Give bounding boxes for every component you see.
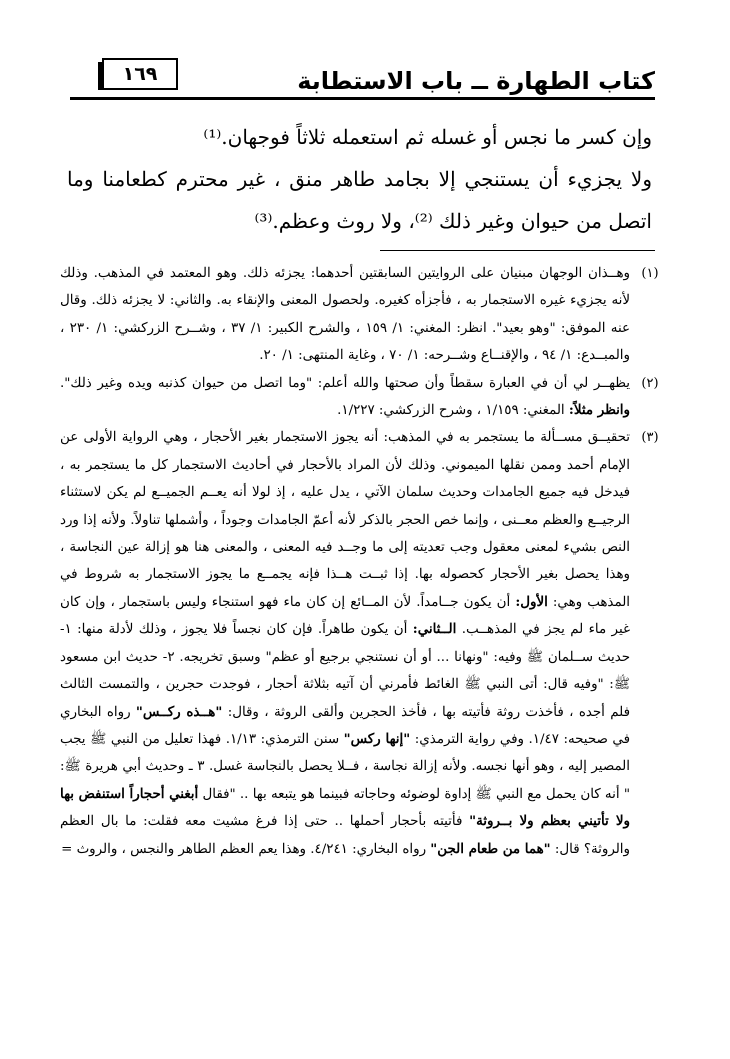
- footnote-text-run: رواه البخاري في صحيحه: ١/٤٧. وفي رواية الترمذي:: [60, 704, 630, 747]
- footnote-divider: [380, 250, 655, 251]
- footnote-text: [60, 260, 630, 370]
- main-paragraph: ولا يجزيء أن يستنجي إلا بجامد طاهر منق ، غير محترم كطعامنا وما اتصل من حيوان وغير ذلك ⁽²⁾، ولا روث وعظم.⁽³⁾: [67, 167, 652, 233]
- footnote: [60, 260, 670, 370]
- page-header: [70, 64, 655, 98]
- header-title: كتاب الطهارة ــ باب الاستطابة: [297, 67, 655, 95]
- footnote-text-run: سنن الترمذي: ١/١٣. فهذا تعليل من النبي ﷺ يجب المصير إليه ، وهو أنها نجسه. ولأنه إزالة نجاسة ، فــلا يحصل بالنجاسة غسل. ٣ ـ وحديث أبي هريرة ﷺ: " أنه كان يحمل مع النبي ﷺ إداوة لوضوئه وحاجاته فبينما هو يتبعه بها .. "فقال: [60, 731, 630, 802]
- footnote-text-run: وهــذان الوجهان مبنيان على الروايتين السابقتين أحدهما: يجزئه ذلك. وهو المعتمد في المذهب. وذلك لأنه يجزيء غيره الاستجمار به ، فأجزأه كغيره. ولحصول المعنى والإنقاء به. والثاني: لا يجزئه ذلك. وقال عنه الموفق: "وهو بعيد". انظر: المغني: ١/ ١٥٩ ، والشرح الكبير: ١/ ٣٧ ، وشــرح الزركشي: ١/ ٢٣٠ ، والمبــدع: ١/ ٩٤ ، والإقنــاع وشــرحه: ١/ ٧٠ ، وغاية المنتهى: ١/ ٢٠.: [60, 266, 630, 364]
- footnote-bold-run: "هما من طعام الجن": [430, 840, 551, 857]
- footnote-text-run: المغني: ١/١٥٩ ، وشرح الزركشي: ١/٢٢٧.: [337, 403, 569, 419]
- footnote-bold-run: الــثاني:: [412, 621, 457, 638]
- footnote-text-run: فأتيته بأحجار أحملها .. حتى إذا فرغ مشيت معه فقلت: ما بال العظم والروثة؟ قال:: [60, 814, 630, 857]
- footnote-text-run: أن يكون طاهراً. فإن كان نجساً فلا يجوز ، وذلك لأدلة منها: ١- حديث ســلمان ﷺ وفيه: "ونهانا ... أو أن نستنجي برجيع أو عظم" وسبق تخريجه. ٢- حديث ابن مسعود ﷺ: "وفيه قال: أتى النبي ﷺ الغائط فأمرني أن آتيه بثلاثة أحجار ، فوجدت حجرين ، والتمست الثالث فلم أجده ، فأخذت روثة فأتيته بها ، فأخذ الحجرين وألقى الروثة ، وقال:: [60, 622, 631, 720]
- footnote-text: [60, 370, 630, 425]
- page-number: ١٦٩: [102, 58, 178, 90]
- footnote-text: [60, 424, 630, 863]
- footnote-number: (١): [641, 266, 659, 281]
- footnote-bold-run: وانظر مثلاً:: [568, 402, 630, 419]
- footnote-bold-run: الأول:: [515, 593, 548, 610]
- footnote-text-run: يظهــر لي أن في العبارة سقطاً وأن صحتها والله أعلم: "وما اتصل من حيوان كذنبه ويده وغير ذلك".: [60, 375, 630, 391]
- footnote-number: (٣): [641, 430, 659, 446]
- footnote: [60, 424, 670, 863]
- header-rule: [70, 97, 655, 100]
- footnote-bold-run: أبغني أحجاراً استنفض بها ولا تأتيني بعظم ولا بــروثة": [60, 785, 630, 830]
- main-text: [67, 116, 652, 242]
- footnote: [60, 370, 670, 425]
- footnotes: [60, 260, 670, 863]
- footnote-bold-run: "إنها ركس": [343, 730, 411, 747]
- main-paragraph: وإن كسر ما نجس أو غسله ثم استعمله ثلاثاً فوجهان.⁽¹⁾: [203, 125, 652, 149]
- footnote-number: (٢): [641, 375, 659, 391]
- footnote-bold-run: "هــذه ركــس": [135, 703, 223, 720]
- footnote-text-run: تحقيــق مســألة ما يستجمر به في المذهب: أنه يجوز الاستجمار بغير الأحجار ، وهي الرواية الأولى عن الإمام أحمد وممن نقلها الميموني. وذلك لأن المراد بالأحجار في أحاديث الاستجمار كل ما يستجمر به ، فيدخل فيه جميع الجامدات وحديث سلمان الآتي ، يدل عليه ، إذ لولا أنه يعــم الجميــع لم يكن لاستثناء الرجيــع والعظم معــنى ، وإنما خص الحجر بالذكر لأنه أعمّ الجامدات وجوداً ، وأشملها تناولاً. ولأنه إذا ورد النص بشيء لمعنى معقول وجب تعديته إلى ما وجــد فيه المعنى ، والمعنى هنا هو إزالة عين النجاسة ، وهذا يحصل بغير الأحجار كحصوله بها. إذا ثبــت هــذا فإنه يجمــع ما يجوز الاستجمار به شروط في المذهب وهي:: [60, 430, 630, 610]
- footnote-text-run: أن يكون جــامداً. لأن المــائع إن كان ماء فهو استنجاء وليس باستجمار ، وإن كان غير ماء لم يجز في المذهــب.: [60, 594, 630, 638]
- footnote-text-run: رواه البخاري: ٤/٢٤١. وهذا يعم العظم الطاهر والنجس ، والروث =: [61, 841, 431, 857]
